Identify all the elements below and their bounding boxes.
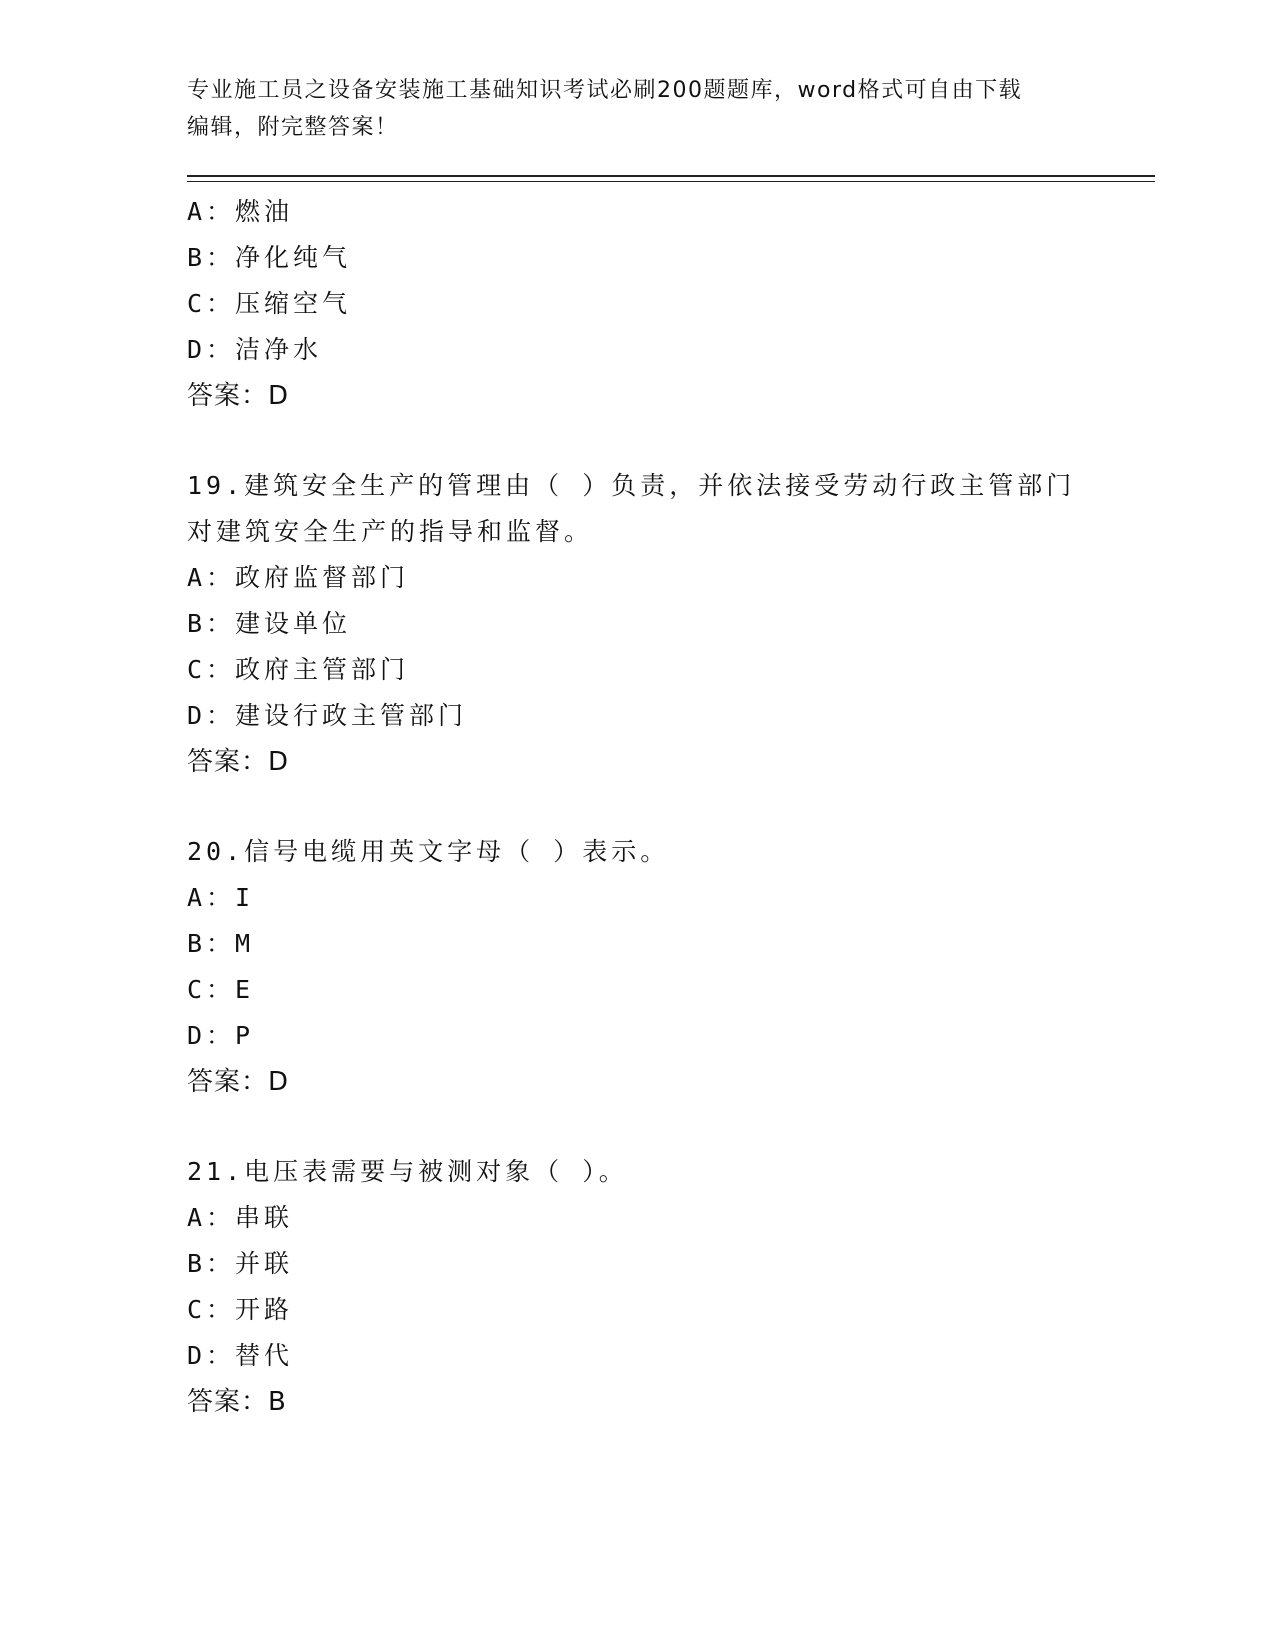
answer-line: 答案：B xyxy=(187,1387,287,1417)
option-b: B：并联 xyxy=(187,1249,294,1278)
option-a: A：燃油 xyxy=(187,197,294,226)
header-divider-thick xyxy=(187,175,1155,177)
header-title-line-1: 专业施工员之设备安装施工基础知识考试必刷200题题库，word格式可自由下载 xyxy=(187,78,1023,103)
option-a: A：I xyxy=(187,883,255,912)
document-header xyxy=(187,72,1087,146)
option-c: C：E xyxy=(187,975,255,1004)
answer-line: 答案：D xyxy=(187,1067,290,1097)
question-block-19 xyxy=(187,463,1087,785)
answer-line: 答案：D xyxy=(187,381,290,411)
question-block-21 xyxy=(187,1149,1087,1425)
option-b: B：净化纯气 xyxy=(187,243,352,272)
option-a: A：串联 xyxy=(187,1203,294,1232)
header-title-line-2: 编辑，附完整答案！ xyxy=(187,115,399,140)
option-d: D：洁净水 xyxy=(187,335,323,364)
option-d: D：替代 xyxy=(187,1341,294,1370)
option-c: C：压缩空气 xyxy=(187,289,352,318)
block-spacer xyxy=(187,785,1087,829)
question-block-18 xyxy=(187,189,1087,419)
question-text-line-1: 19.建筑安全生产的管理由（ ）负责，并依法接受劳动行政主管部门 xyxy=(187,471,1076,500)
block-spacer xyxy=(187,419,1087,463)
block-spacer xyxy=(187,1105,1087,1149)
option-c: C：开路 xyxy=(187,1295,294,1324)
option-a: A：政府监督部门 xyxy=(187,563,410,592)
answer-line: 答案：D xyxy=(187,747,290,777)
question-text-line-1: 21.电压表需要与被测对象（ ）。 xyxy=(187,1157,628,1186)
option-c: C：政府主管部门 xyxy=(187,655,410,684)
option-b: B：M xyxy=(187,929,255,958)
header-divider-thin xyxy=(187,181,1155,182)
question-list xyxy=(187,189,1087,1425)
option-d: D：P xyxy=(187,1021,255,1050)
question-text-line-1: 20.信号电缆用英文字母（ ）表示。 xyxy=(187,837,670,866)
option-b: B：建设单位 xyxy=(187,609,352,638)
question-text-line-2: 对建筑安全生产的指导和监督。 xyxy=(187,517,594,546)
option-d: D：建设行政主管部门 xyxy=(187,701,468,730)
question-block-20 xyxy=(187,829,1087,1105)
